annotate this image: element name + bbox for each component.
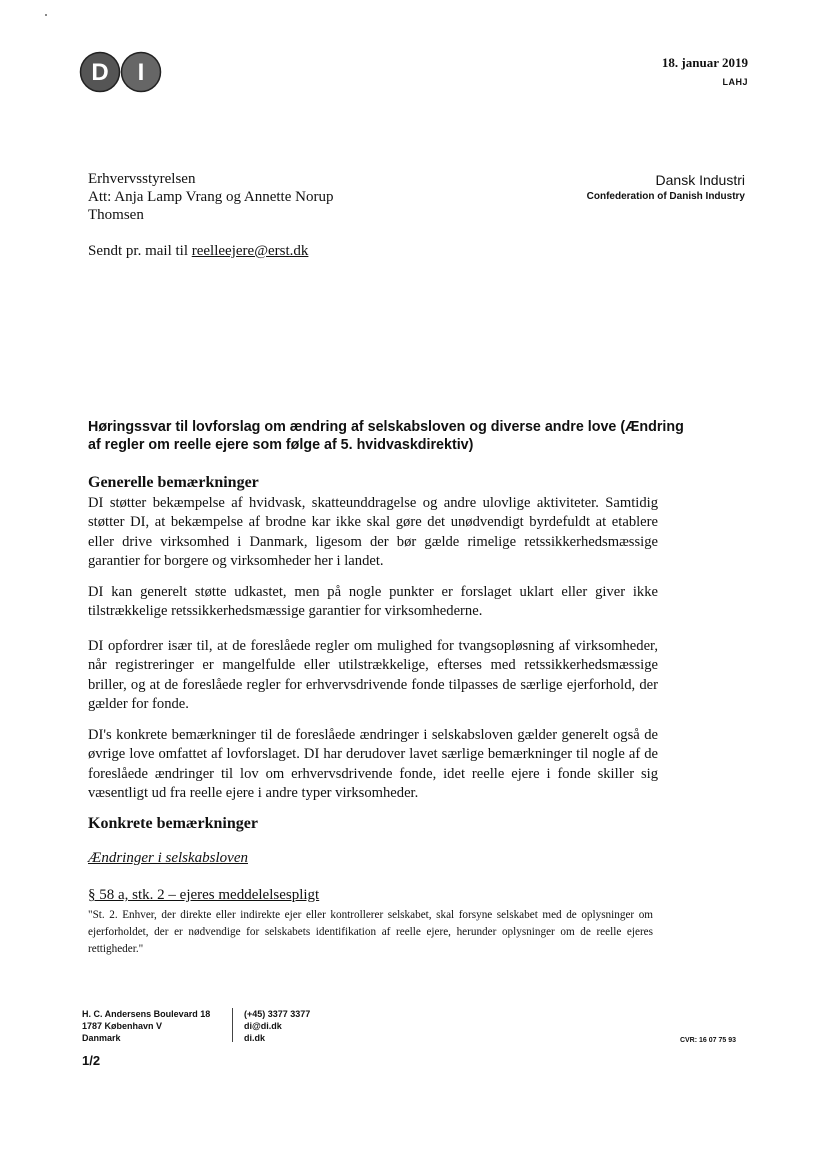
subsection-title: Ændringer i selskabsloven [88, 850, 248, 866]
scan-speck [45, 14, 47, 16]
email-link[interactable]: reelleejere@erst.dk [191, 243, 309, 259]
sender-name: Dansk Industri [655, 172, 745, 188]
logo-letter-i: I [137, 59, 145, 86]
section-title-specific: Konkrete bemærkninger [88, 815, 258, 832]
page-number: 1/2 [82, 1053, 101, 1068]
footer-address [82, 1008, 210, 1044]
footer-contact [244, 1008, 310, 1044]
footer-address-line: H. C. Andersens Boulevard 18 [82, 1009, 211, 1019]
sent-prefix: Sendt pr. mail til [88, 243, 192, 259]
sender-name-english: Confederation of Danish Industry [586, 191, 745, 202]
letter-reference: LAHJ [722, 77, 748, 87]
paragraph-3: DI opfordrer især til, at de foreslåede regler om mulighed for tvangsopløsning af virksomheder, når registreringer er mangelfulde eller utilstrækkelige, efterses med retssikkerhedsmæssige briller, og at de foreslåede regler for erhvervsdrivende fonde tilpasses de særlige ejerforhold, der gælder for fonde. [88, 638, 658, 713]
document-heading: Høringssvar til lovforslag om ændring af selskabsloven og diverse andre love (Ændring af regler om reelle ejere som følge af 5. hvidvaskdirektiv) [88, 419, 684, 453]
letter-date: 18. januar 2019 [661, 55, 748, 70]
section-title-general: Generelle bemærkninger [88, 474, 259, 491]
footer-cvr: CVR: 16 07 75 93 [679, 1037, 736, 1044]
law-quote: "St. 2. Enhver, der direkte eller indirekte ejer eller kontrollerer selskabet, skal forsyne selskabet med de oplysninger om ejerforholdet, der er nødvendige for selskabets identifikation af reelle ejere, herunder oplysninger om de reelle ejeres rettigheder." [88, 909, 653, 955]
recipient-organisation: Erhvervsstyrelsen [88, 171, 196, 187]
footer-divider [232, 1008, 233, 1042]
sent-by-mail-line [88, 243, 308, 260]
footer-address-line: Danmark [82, 1033, 121, 1043]
footer-phone: (+45) 3377 3377 [244, 1009, 311, 1019]
recipient-block [88, 170, 388, 224]
footer-website[interactable]: di.dk [244, 1033, 266, 1043]
recipient-attention: Att: Anja Lamp Vrang og Annette Norup Thomsen [88, 189, 334, 223]
paragraph-1: DI støtter bekæmpelse af hvidvask, skatteunddragelse og andre ulovlige aktiviteter. Samtidig støtter DI, at bekæmpelse af brodne kar ikke skal gøre det unødvendigt byrdefuldt at etablere eller drive virksomhed i Danmark, ligesom der bør gælde rimelige retssikkerhedsmæssige garantier for borgere og virksomheder her i landet. [88, 495, 658, 570]
di-logo [79, 51, 163, 93]
footer-address-line: 1787 København V [82, 1021, 163, 1031]
paragraph-heading: § 58 a, stk. 2 – ejeres meddelelsespligt [88, 887, 320, 903]
logo-letter-d: D [91, 59, 109, 86]
paragraph-4: DI's konkrete bemærkninger til de foreslåede ændringer i selskabsloven gælder generelt også de øvrige love omfattet af lovforslaget. DI har derudover lavet særlige bemærkninger til nogle af de foreslåede ændringer til lov om erhvervsdrivende fonde, idet reelle ejere i fonde skiller sig væsentligt ud fra reelle ejere i andre typer virksomheder. [88, 727, 658, 802]
paragraph-2: DI kan generelt støtte udkastet, men på nogle punkter er forslaget uklart eller giver ikke tilstrækkelige retssikkerhedsmæssige garantier for virksomhederne. [88, 584, 658, 620]
footer-email[interactable]: di@di.dk [244, 1021, 282, 1031]
